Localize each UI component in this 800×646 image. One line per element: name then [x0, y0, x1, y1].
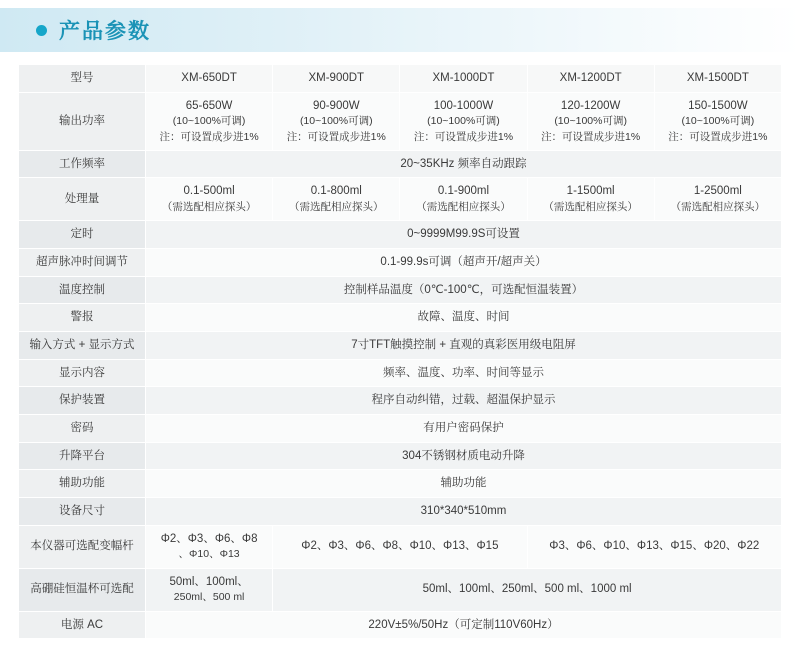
page-title: 产品参数 — [59, 20, 151, 43]
row-label: 温度控制 — [19, 276, 146, 304]
table-cell: 1-1500ml （需选配相应探头） — [527, 178, 654, 221]
row-value: 20~35KHz 频率自动跟踪 — [146, 150, 782, 178]
row-label: 辅助功能 — [19, 470, 146, 498]
table-row — [19, 470, 782, 498]
row-value: 程序自动纠错，过载、超温保护显示 — [146, 387, 782, 415]
bullet-icon — [36, 25, 47, 36]
row-value: 故障、温度、时间 — [146, 304, 782, 332]
table-cell: 65-650W (10~100%可调) 注：可设置成步进1% — [146, 92, 273, 150]
table-header-row — [19, 65, 782, 93]
table-cell: 0.1-900ml （需选配相应探头） — [400, 178, 527, 221]
table-row — [19, 498, 782, 526]
table-row — [19, 276, 782, 304]
row-label: 设备尺寸 — [19, 498, 146, 526]
table-row — [19, 415, 782, 443]
product-spec-page — [0, 8, 800, 646]
row-value: 0~9999M99.9S可设置 — [146, 221, 782, 249]
table-row — [19, 359, 782, 387]
table-cell: 1-2500ml （需选配相应探头） — [654, 178, 781, 221]
row-label: 本仪器可选配变幅杆 — [19, 525, 146, 568]
row-value: 0.1-99.9s可调（超声开/超声关） — [146, 249, 782, 277]
table-cell: Φ2、Φ3、Φ6、Φ8 、Φ10、Φ13 — [146, 525, 273, 568]
table-row — [19, 387, 782, 415]
table-cell: 90-900W (10~100%可调) 注：可设置成步进1% — [273, 92, 400, 150]
row-value: 有用户密码保护 — [146, 415, 782, 443]
table-cell: 50ml、100ml、250ml、500 ml、1000 ml — [273, 568, 782, 611]
row-value: 304不锈钢材质电动升降 — [146, 442, 782, 470]
spec-table-wrapper — [0, 52, 800, 639]
table-row — [19, 92, 782, 150]
table-row — [19, 525, 782, 568]
row-label: 警报 — [19, 304, 146, 332]
table-cell: 50ml、100ml、 250ml、500 ml — [146, 568, 273, 611]
row-label: 电源 AC — [19, 611, 146, 639]
row-label: 处理量 — [19, 178, 146, 221]
table-cell: 0.1-500ml （需选配相应探头） — [146, 178, 273, 221]
table-row — [19, 178, 782, 221]
row-value: 7寸TFT触摸控制 + 直观的真彩医用级电阻屏 — [146, 332, 782, 360]
column-header-model: XM-1000DT — [400, 65, 527, 93]
table-row — [19, 150, 782, 178]
row-label: 密码 — [19, 415, 146, 443]
table-row — [19, 304, 782, 332]
row-value: 控制样品温度（0℃-100℃，可选配恒温装置） — [146, 276, 782, 304]
page-header — [0, 8, 800, 52]
row-value: 220V±5%/50Hz（可定制110V60Hz） — [146, 611, 782, 639]
table-cell: 0.1-800ml （需选配相应探头） — [273, 178, 400, 221]
row-value: 频率、温度、功率、时间等显示 — [146, 359, 782, 387]
row-label: 高硼硅恒温杯可选配 — [19, 568, 146, 611]
table-row — [19, 442, 782, 470]
spec-table — [18, 64, 782, 639]
row-label: 定时 — [19, 221, 146, 249]
table-cell: 150-1500W (10~100%可调) 注：可设置成步进1% — [654, 92, 781, 150]
row-value: 310*340*510mm — [146, 498, 782, 526]
table-row — [19, 221, 782, 249]
table-row — [19, 611, 782, 639]
column-header-model: XM-900DT — [273, 65, 400, 93]
row-label: 显示内容 — [19, 359, 146, 387]
row-label: 工作频率 — [19, 150, 146, 178]
row-label: 保护装置 — [19, 387, 146, 415]
table-cell: Φ2、Φ3、Φ6、Φ8、Φ10、Φ13、Φ15 — [273, 525, 527, 568]
table-row — [19, 249, 782, 277]
row-label: 超声脉冲时间调节 — [19, 249, 146, 277]
column-header-model: XM-1500DT — [654, 65, 781, 93]
table-cell: 100-1000W (10~100%可调) 注：可设置成步进1% — [400, 92, 527, 150]
row-value: 辅助功能 — [146, 470, 782, 498]
column-header-model: XM-650DT — [146, 65, 273, 93]
table-row — [19, 568, 782, 611]
table-cell: 120-1200W (10~100%可调) 注：可设置成步进1% — [527, 92, 654, 150]
column-header-model-label: 型号 — [19, 65, 146, 93]
row-label: 输入方式 + 显示方式 — [19, 332, 146, 360]
column-header-model: XM-1200DT — [527, 65, 654, 93]
row-label: 输出功率 — [19, 92, 146, 150]
row-label: 升降平台 — [19, 442, 146, 470]
table-cell: Φ3、Φ6、Φ10、Φ13、Φ15、Φ20、Φ22 — [527, 525, 781, 568]
table-row — [19, 332, 782, 360]
